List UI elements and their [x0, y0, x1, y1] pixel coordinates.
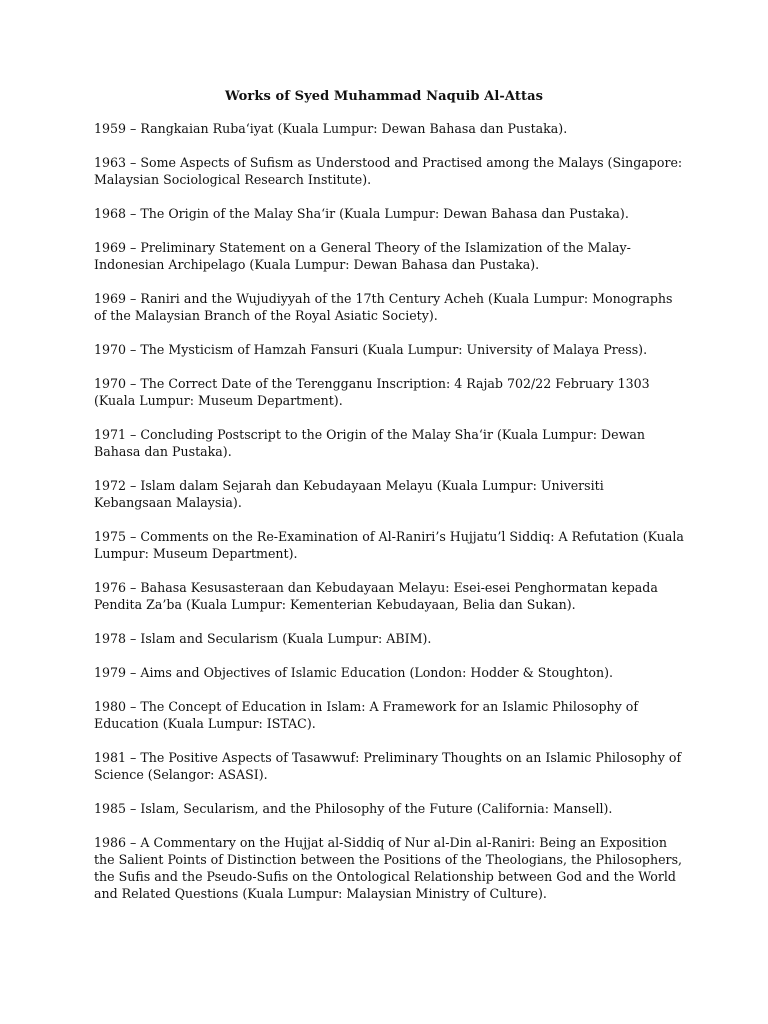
bibliography-entry: 1980 – The Concept of Education in Islam: A Framework for an Islamic Philosophy of Education (Kuala Lumpur: ISTAC).	[94, 699, 639, 731]
bibliography-entry: 1976 – Bahasa Kesusasteraan dan Kebudayaan Melayu: Esei-esei Penghormatan kepada Pendita Za’ba (Kuala Lumpur: Kementerian Kebudayaan, Belia dan Sukan).	[94, 580, 658, 612]
bibliography-entry: 1986 – A Commentary on the Hujjat al-Siddiq of Nur al-Din al-Raniri: Being an Exposition the Salient Points of Distinction between the Positions of the Theologians, the Philosophers, the Sufis and the Pseudo-Sufis on the Ontological Relationship between God and the World and Related Questions (Kuala Lumpur: Malaysian Ministry of Culture).	[94, 835, 683, 901]
bibliography-entry: 1959 – Rangkaian Ruba‘iyat (Kuala Lumpur: Dewan Bahasa dan Pustaka).	[94, 121, 568, 136]
bibliography-entry: 1970 – The Mysticism of Hamzah Fansuri (Kuala Lumpur: University of Malaya Press).	[94, 342, 648, 357]
bibliography-list	[94, 120, 684, 919]
bibliography-entry: 1970 – The Correct Date of the Terengganu Inscription: 4 Rajab 702/22 February 1303 (Kuala Lumpur: Museum Department).	[94, 376, 650, 408]
bibliography-entry: 1978 – Islam and Secularism (Kuala Lumpur: ABIM).	[94, 631, 432, 646]
bibliography-entry: 1985 – Islam, Secularism, and the Philosophy of the Future (California: Mansell).	[94, 801, 613, 816]
bibliography-entry: 1969 – Preliminary Statement on a General Theory of the Islamization of the Malay-Indonesian Archipelago (Kuala Lumpur: Dewan Bahasa dan Pustaka).	[94, 240, 631, 272]
bibliography-entry: 1979 – Aims and Objectives of Islamic Education (London: Hodder & Stoughton).	[94, 665, 614, 680]
bibliography-entry: 1963 – Some Aspects of Sufism as Understood and Practised among the Malays (Singapore: Malaysian Sociological Research Institute).	[94, 155, 683, 187]
bibliography-entry: 1971 – Concluding Postscript to the Origin of the Malay Sha‘ir (Kuala Lumpur: Dewan Bahasa dan Pustaka).	[94, 427, 645, 459]
bibliography-entry: 1969 – Raniri and the Wujudiyyah of the 17th Century Acheh (Kuala Lumpur: Monographs of the Malaysian Branch of the Royal Asiatic Society).	[94, 291, 673, 323]
bibliography-entry: 1972 – Islam dalam Sejarah dan Kebudayaan Melayu (Kuala Lumpur: Universiti Kebangsaan Malaysia).	[94, 478, 604, 510]
bibliography-entry: 1975 – Comments on the Re-Examination of Al-Raniri’s Hujjatu’l Siddiq: A Refutation (Kuala Lumpur: Museum Department).	[94, 529, 684, 561]
page-title: Works of Syed Muhammad Naquib Al-Attas	[224, 89, 544, 104]
bibliography-entry: 1981 – The Positive Aspects of Tasawwuf: Preliminary Thoughts on an Islamic Philosophy of Science (Selangor: ASASI).	[94, 750, 682, 782]
bibliography-entry: 1968 – The Origin of the Malay Sha‘ir (Kuala Lumpur: Dewan Bahasa dan Pustaka).	[94, 206, 629, 221]
